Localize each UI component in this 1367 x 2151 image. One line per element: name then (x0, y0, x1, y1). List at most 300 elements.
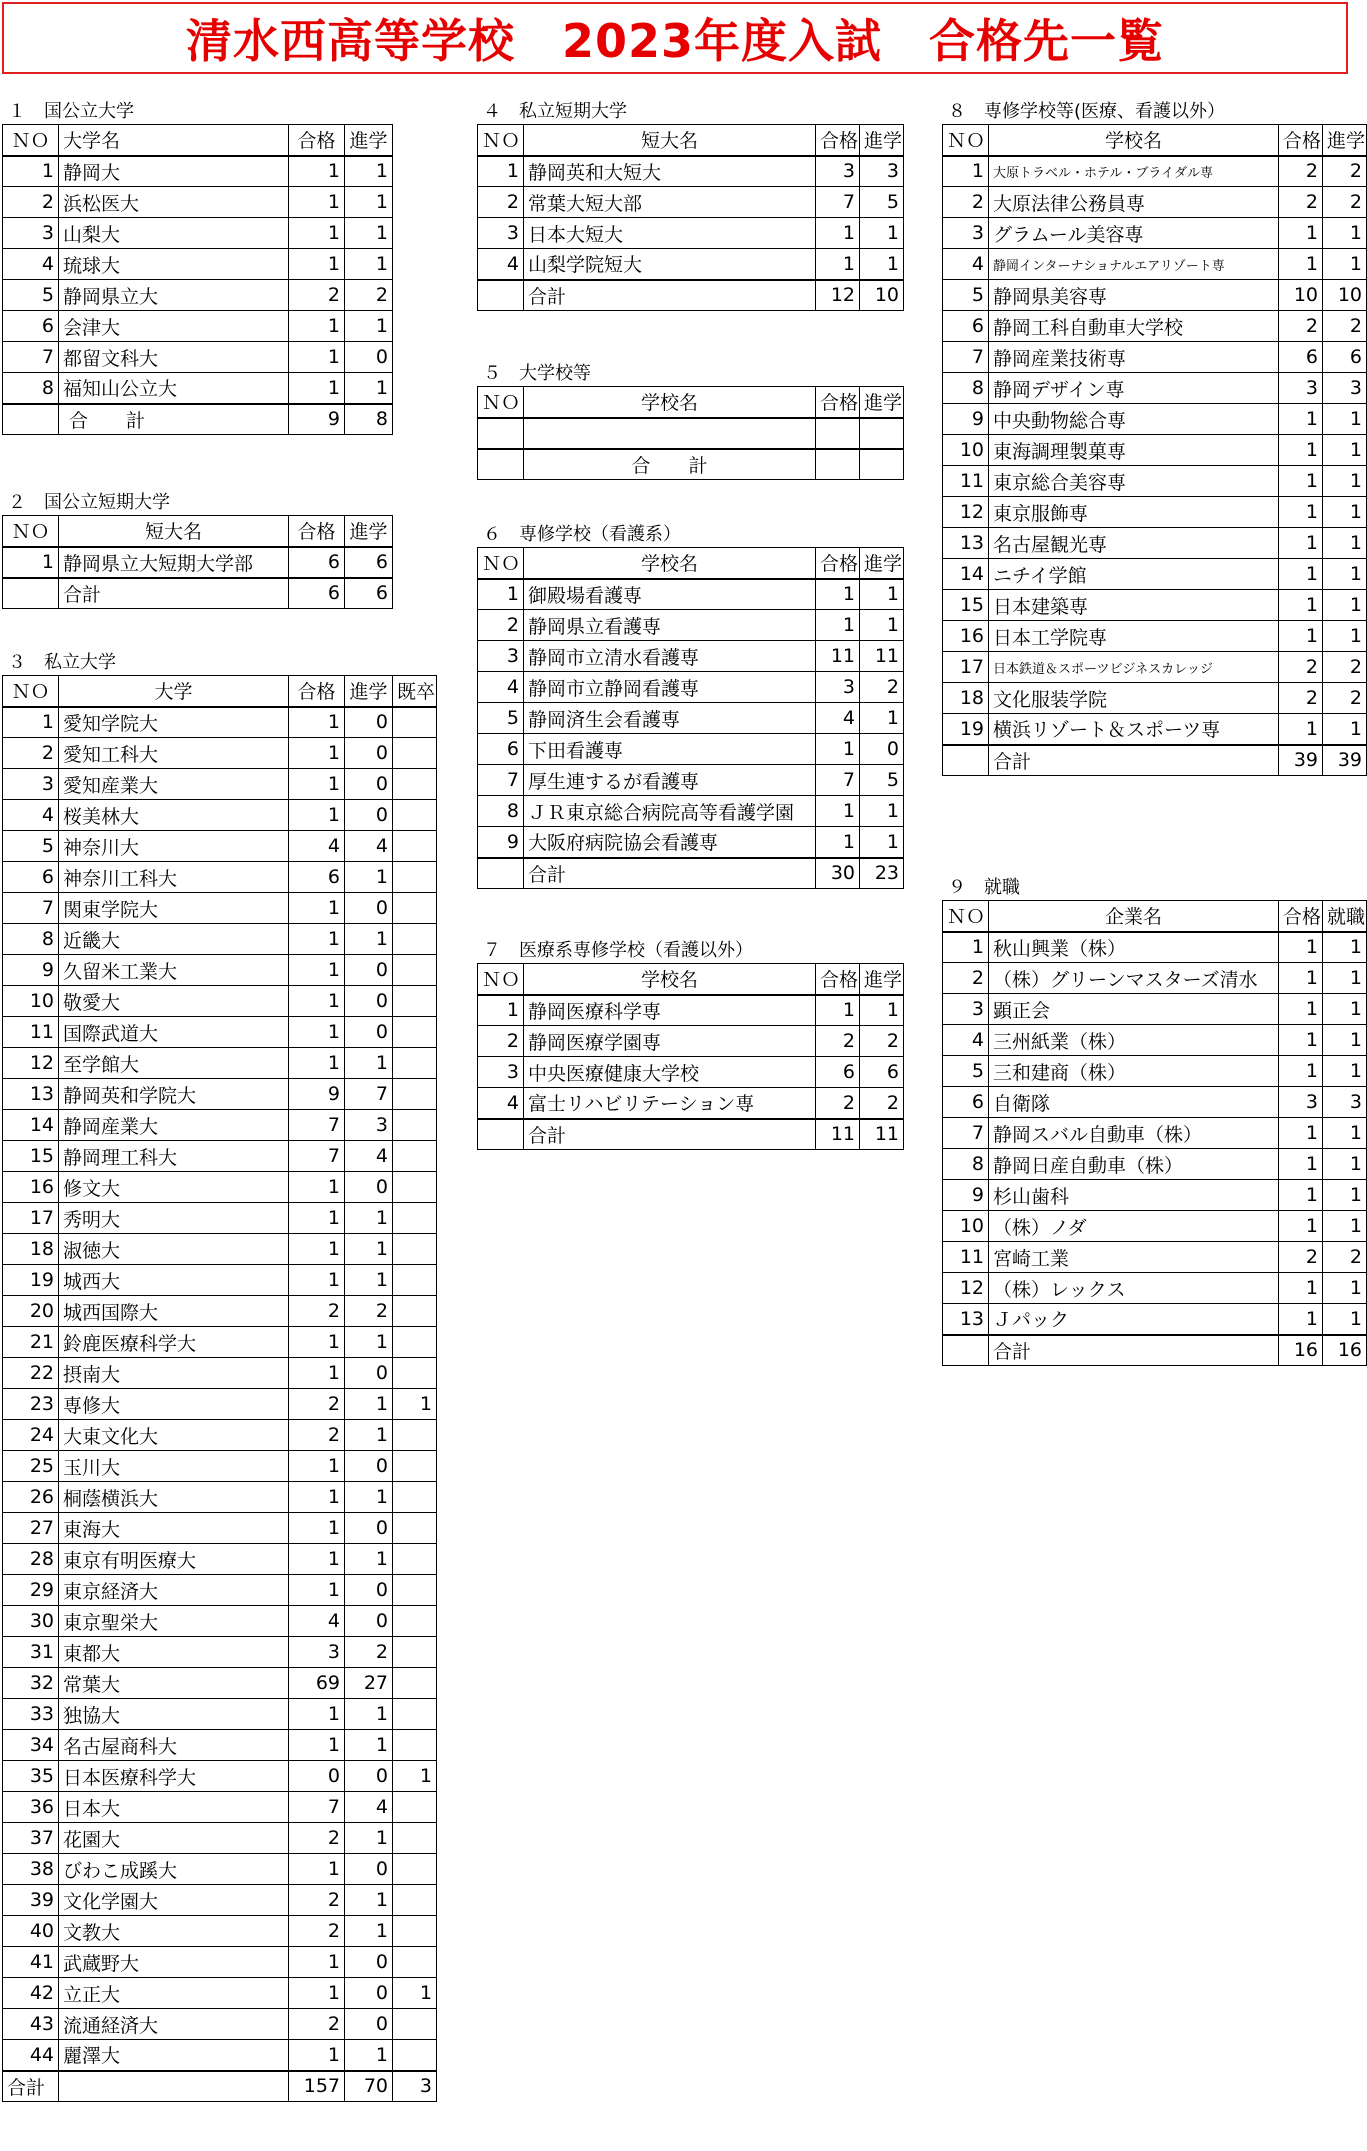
count-cell (393, 893, 437, 924)
school-name: 東海調理製菓専 (989, 435, 1279, 466)
count-cell: 4 (289, 831, 345, 862)
school-name: 大原法律公務員専 (989, 187, 1279, 218)
count-cell: 3 (345, 1110, 393, 1141)
school-name: 静岡スバル自動車（株） (989, 1118, 1279, 1149)
school-name: 文化学園大 (59, 1885, 289, 1916)
school-name: 城西大 (59, 1265, 289, 1296)
count-cell: 1 (860, 579, 904, 610)
count-cell: 0 (345, 893, 393, 924)
table-row (3, 1141, 437, 1172)
count-cell (393, 1234, 437, 1265)
table-row (3, 1637, 437, 1668)
row-number: 8 (943, 1149, 989, 1180)
count-cell: 6 (289, 862, 345, 893)
row-number: 5 (3, 280, 59, 311)
column-header: 短大名 (524, 125, 816, 156)
count-cell: 0 (345, 986, 393, 1017)
school-name: 日本大 (59, 1792, 289, 1823)
count-cell: 1 (345, 1389, 393, 1420)
count-cell (393, 1637, 437, 1668)
table-row (3, 1916, 437, 1947)
count-cell (393, 1296, 437, 1327)
row-number: 2 (478, 187, 524, 218)
count-cell: 4 (345, 831, 393, 862)
school-name: 関東学院大 (59, 893, 289, 924)
row-number: 27 (3, 1513, 59, 1544)
row-number: 2 (478, 1026, 524, 1057)
count-cell: 1 (1323, 1056, 1367, 1087)
count-cell (393, 1947, 437, 1978)
column-header: 既卒 (393, 676, 437, 707)
count-cell: 6 (345, 547, 393, 578)
table-row (943, 1087, 1367, 1118)
count-cell (393, 1451, 437, 1482)
count-cell: 1 (345, 1327, 393, 1358)
school-name: 麗澤大 (59, 2040, 289, 2071)
total-row (943, 745, 1367, 776)
count-cell (393, 2040, 437, 2071)
count-cell (393, 1420, 437, 1451)
count-cell: 1 (860, 218, 904, 249)
section-s1 (2, 100, 393, 435)
column-header: 合格 (1279, 901, 1323, 932)
school-name: 静岡市立清水看護専 (524, 641, 816, 672)
count-cell: 1 (345, 1048, 393, 1079)
count-cell: 1 (289, 1327, 345, 1358)
total-value: 9 (289, 404, 345, 435)
count-cell: 7 (345, 1079, 393, 1110)
row-number: 16 (3, 1172, 59, 1203)
count-cell: 1 (289, 1451, 345, 1482)
row-number: 2 (3, 738, 59, 769)
table-row (943, 559, 1367, 590)
table-row (3, 1358, 437, 1389)
table-row (3, 862, 437, 893)
total-label: 合計 (59, 578, 289, 609)
count-cell: 1 (289, 311, 345, 342)
count-cell: 1 (289, 249, 345, 280)
school-name: 常葉大短大部 (524, 187, 816, 218)
header-row (478, 964, 904, 995)
school-name: 横浜リゾート＆スポーツ専 (989, 714, 1279, 745)
count-cell: 1 (289, 1947, 345, 1978)
count-cell: 1 (1323, 932, 1367, 963)
results-table (2, 124, 393, 435)
count-cell: 1 (289, 738, 345, 769)
school-name: 静岡大 (59, 156, 289, 187)
school-name: 東京服飾専 (989, 497, 1279, 528)
school-name: 静岡産業大 (59, 1110, 289, 1141)
row-number: 13 (3, 1079, 59, 1110)
school-name: 桜美林大 (59, 800, 289, 831)
row-number: 22 (3, 1358, 59, 1389)
table-row (943, 466, 1367, 497)
count-cell: 1 (1323, 994, 1367, 1025)
total-row (3, 404, 393, 435)
count-cell: 1 (1279, 466, 1323, 497)
header-row (3, 676, 437, 707)
row-number: 24 (3, 1420, 59, 1451)
row-number: 7 (943, 342, 989, 373)
count-cell: 1 (289, 1358, 345, 1389)
count-cell (393, 707, 437, 738)
row-number: 11 (943, 466, 989, 497)
school-name: 文化服装学院 (989, 683, 1279, 714)
school-name: びわこ成蹊大 (59, 1854, 289, 1885)
column-header: 大学名 (59, 125, 289, 156)
row-number: 3 (3, 218, 59, 249)
table-row (3, 1296, 437, 1327)
table-row (943, 1118, 1367, 1149)
count-cell: 1 (1279, 1025, 1323, 1056)
school-name: 桐蔭横浜大 (59, 1482, 289, 1513)
table-row (943, 1025, 1367, 1056)
row-number: 8 (3, 924, 59, 955)
count-cell: 5 (860, 187, 904, 218)
row-number: 3 (943, 994, 989, 1025)
row-number: 29 (3, 1575, 59, 1606)
row-number: 3 (478, 641, 524, 672)
total-label: 合 計 (524, 449, 816, 480)
row-number: 30 (3, 1606, 59, 1637)
count-cell: 2 (860, 1026, 904, 1057)
row-number: 11 (3, 1017, 59, 1048)
page-title: 清水西高等学校 2023年度入試 合格先一覧 (2, 2, 1348, 74)
table-row (3, 1265, 437, 1296)
row-number: 25 (3, 1451, 59, 1482)
row-number: 9 (3, 955, 59, 986)
table-row (943, 1304, 1367, 1335)
count-cell (393, 1699, 437, 1730)
table-row (3, 1482, 437, 1513)
count-cell: 1 (345, 1265, 393, 1296)
column-header: 学校名 (524, 548, 816, 579)
count-cell: 4 (345, 1792, 393, 1823)
row-number: 6 (3, 862, 59, 893)
row-number: 3 (943, 218, 989, 249)
count-cell: 1 (289, 893, 345, 924)
table-row (478, 672, 904, 703)
count-cell: 1 (345, 187, 393, 218)
results-table (477, 963, 904, 1150)
count-cell: 0 (289, 1761, 345, 1792)
count-cell: 1 (345, 924, 393, 955)
count-cell: 1 (1323, 249, 1367, 280)
row-number: 5 (3, 831, 59, 862)
school-name: 秋山興業（株） (989, 932, 1279, 963)
count-cell: 1 (1279, 1180, 1323, 1211)
table-row (3, 1203, 437, 1234)
count-cell: 1 (345, 2040, 393, 2071)
count-cell (393, 986, 437, 1017)
count-cell (393, 1792, 437, 1823)
total-value: 16 (1323, 1335, 1367, 1366)
count-cell: 2 (1279, 187, 1323, 218)
count-cell: 1 (1279, 994, 1323, 1025)
count-cell (860, 418, 904, 449)
count-cell: 1 (1279, 1304, 1323, 1335)
count-cell: 2 (289, 1296, 345, 1327)
row-number: 2 (478, 610, 524, 641)
table-row (478, 703, 904, 734)
total-value: 6 (289, 578, 345, 609)
count-cell: 2 (1323, 156, 1367, 187)
table-row (3, 1699, 437, 1730)
row-number: 1 (478, 579, 524, 610)
row-number: 4 (478, 1088, 524, 1119)
count-cell: 2 (1279, 652, 1323, 683)
table-row (3, 769, 437, 800)
table-row (3, 547, 393, 578)
table-row (3, 1389, 437, 1420)
section-s8 (942, 100, 1367, 776)
total-label (59, 2071, 289, 2102)
count-cell: 1 (1279, 590, 1323, 621)
row-number: 37 (3, 1823, 59, 1854)
table-row (3, 1513, 437, 1544)
row-number: 40 (3, 1916, 59, 1947)
school-name: 立正大 (59, 1978, 289, 2009)
count-cell: 1 (860, 995, 904, 1026)
table-row (3, 1792, 437, 1823)
count-cell: 6 (860, 1057, 904, 1088)
count-cell (393, 862, 437, 893)
total-label: 合計 (989, 745, 1279, 776)
total-value: 23 (860, 858, 904, 889)
count-cell (393, 1079, 437, 1110)
table-row (3, 373, 393, 404)
school-name: 静岡デザイン専 (989, 373, 1279, 404)
count-cell: 6 (1279, 342, 1323, 373)
count-cell: 1 (289, 955, 345, 986)
table-row (3, 1234, 437, 1265)
header-row (943, 901, 1367, 932)
count-cell (816, 418, 860, 449)
row-number: 14 (943, 559, 989, 590)
count-cell: 1 (1323, 1118, 1367, 1149)
school-name (524, 418, 816, 449)
school-name: 富士リハビリテーション専 (524, 1088, 816, 1119)
school-name: （株）レックス (989, 1273, 1279, 1304)
count-cell: 2 (289, 280, 345, 311)
column-header: 合格 (289, 125, 345, 156)
row-number: 1 (3, 707, 59, 738)
table-row (943, 280, 1367, 311)
row-number: 2 (3, 187, 59, 218)
results-table (477, 124, 904, 311)
total-label (478, 858, 524, 889)
column-header: ＮＯ (478, 964, 524, 995)
row-number (478, 418, 524, 449)
count-cell: 1 (289, 342, 345, 373)
count-cell: 1 (1279, 714, 1323, 745)
column-header: ＮＯ (943, 901, 989, 932)
school-name: 琉球大 (59, 249, 289, 280)
count-cell: 3 (816, 672, 860, 703)
row-number: 8 (943, 373, 989, 404)
table-row (3, 1730, 437, 1761)
count-cell: 1 (1323, 404, 1367, 435)
table-row (3, 800, 437, 831)
row-number: 1 (943, 156, 989, 187)
row-number: 12 (943, 497, 989, 528)
school-name: 文教大 (59, 1916, 289, 1947)
school-name: グラムール美容専 (989, 218, 1279, 249)
row-number: 5 (943, 1056, 989, 1087)
school-name: 日本工学院専 (989, 621, 1279, 652)
total-row (478, 1119, 904, 1150)
row-number: 9 (478, 827, 524, 858)
column-header: 合格 (816, 125, 860, 156)
count-cell: 7 (289, 1110, 345, 1141)
row-number: 35 (3, 1761, 59, 1792)
row-number: 14 (3, 1110, 59, 1141)
school-name: 愛知産業大 (59, 769, 289, 800)
row-number: 1 (478, 995, 524, 1026)
header-row (943, 125, 1367, 156)
school-name: 厚生連するが看護専 (524, 765, 816, 796)
count-cell (393, 1265, 437, 1296)
row-number: 4 (478, 672, 524, 703)
count-cell: 1 (816, 610, 860, 641)
section-title: １ 国公立大学 (8, 101, 134, 122)
table-row (943, 590, 1367, 621)
count-cell (393, 831, 437, 862)
count-cell: 1 (1323, 218, 1367, 249)
column-header: ＮＯ (478, 125, 524, 156)
row-number: 36 (3, 1792, 59, 1823)
count-cell: 1 (1323, 590, 1367, 621)
count-cell: 1 (1279, 249, 1323, 280)
count-cell: 6 (289, 547, 345, 578)
count-cell: 1 (1279, 404, 1323, 435)
table-row (478, 1057, 904, 1088)
table-row (3, 249, 393, 280)
table-row (943, 528, 1367, 559)
row-number: 7 (943, 1118, 989, 1149)
school-name: 玉川大 (59, 1451, 289, 1482)
section-title: ５ 大学校等 (483, 363, 591, 384)
row-number: 15 (3, 1141, 59, 1172)
column-header: ＮＯ (3, 516, 59, 547)
table-row (478, 156, 904, 187)
row-number: 39 (3, 1885, 59, 1916)
count-cell: 2 (1279, 156, 1323, 187)
count-cell: 1 (289, 1575, 345, 1606)
section-s7 (477, 939, 904, 1150)
table-row (3, 1110, 437, 1141)
count-cell: 1 (816, 796, 860, 827)
count-cell (393, 1513, 437, 1544)
header-row (3, 125, 393, 156)
count-cell: 5 (860, 765, 904, 796)
section-title: ９ 就職 (948, 877, 1020, 898)
total-label (943, 1335, 989, 1366)
school-name: （株）ノダ (989, 1211, 1279, 1242)
school-name: 下田看護専 (524, 734, 816, 765)
total-label (478, 1119, 524, 1150)
row-number: 8 (478, 796, 524, 827)
count-cell: 1 (345, 156, 393, 187)
total-row (943, 1335, 1367, 1366)
table-row (3, 831, 437, 862)
count-cell: 1 (345, 1482, 393, 1513)
count-cell: 1 (1323, 1211, 1367, 1242)
table-row (3, 218, 393, 249)
count-cell (393, 1854, 437, 1885)
count-cell: 2 (816, 1026, 860, 1057)
row-number: 8 (3, 373, 59, 404)
count-cell: 1 (816, 995, 860, 1026)
section-title: ３ 私立大学 (8, 652, 116, 673)
count-cell: 2 (1323, 652, 1367, 683)
column-header: 合格 (1279, 125, 1323, 156)
school-name: 山梨大 (59, 218, 289, 249)
count-cell: 1 (289, 800, 345, 831)
table-row (3, 311, 393, 342)
count-cell: 1 (1323, 1180, 1367, 1211)
count-cell: 1 (289, 1730, 345, 1761)
total-label (478, 280, 524, 311)
school-name: 静岡医療科学専 (524, 995, 816, 1026)
row-number: 2 (943, 963, 989, 994)
table-row (478, 641, 904, 672)
table-row (943, 652, 1367, 683)
table-row (3, 1823, 437, 1854)
school-name: 独協大 (59, 1699, 289, 1730)
row-number: 21 (3, 1327, 59, 1358)
row-number: 17 (3, 1203, 59, 1234)
school-name: 静岡インターナショナルエアリゾート専 (989, 249, 1279, 280)
row-number: 10 (943, 1211, 989, 1242)
count-cell (393, 1823, 437, 1854)
table-row (3, 187, 393, 218)
row-number: 6 (943, 1087, 989, 1118)
count-cell (393, 1327, 437, 1358)
table-row (3, 1017, 437, 1048)
table-row (3, 1668, 437, 1699)
column-header: 進学 (860, 125, 904, 156)
total-value (860, 449, 904, 480)
count-cell: 1 (1279, 1149, 1323, 1180)
table-row (943, 187, 1367, 218)
table-row (478, 796, 904, 827)
count-cell: 1 (289, 1699, 345, 1730)
row-number: 43 (3, 2009, 59, 2040)
table-row (3, 1079, 437, 1110)
table-row (3, 1172, 437, 1203)
school-name: 東海大 (59, 1513, 289, 1544)
count-cell: 2 (289, 1389, 345, 1420)
table-row (943, 994, 1367, 1025)
table-row (478, 1026, 904, 1057)
school-name: 顕正会 (989, 994, 1279, 1025)
count-cell: 1 (1279, 621, 1323, 652)
count-cell: 0 (345, 1575, 393, 1606)
count-cell (393, 1172, 437, 1203)
school-name: 愛知工科大 (59, 738, 289, 769)
count-cell: 2 (860, 1088, 904, 1119)
column-header: 合格 (816, 964, 860, 995)
count-cell: 1 (289, 373, 345, 404)
school-name: 神奈川大 (59, 831, 289, 862)
table-row (943, 1242, 1367, 1273)
column-header: ＮＯ (478, 548, 524, 579)
school-name: 三州紙業（株） (989, 1025, 1279, 1056)
school-name: 神奈川工科大 (59, 862, 289, 893)
row-number: 3 (3, 769, 59, 800)
count-cell: 1 (816, 827, 860, 858)
